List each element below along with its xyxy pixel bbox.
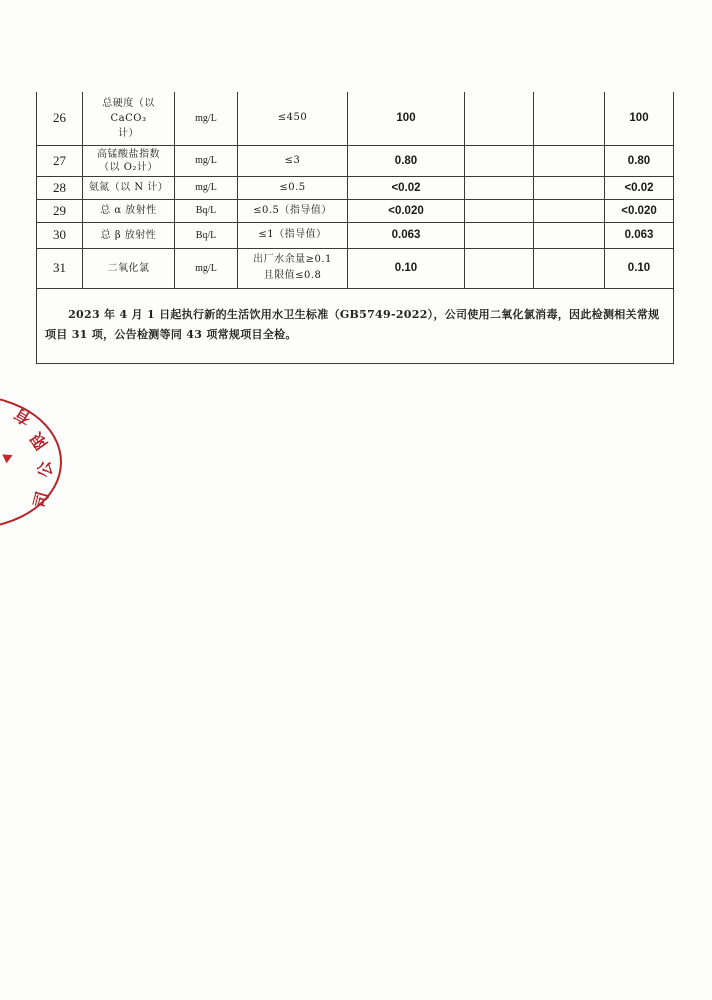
limit-line1: 出厂水余量≥0.1 <box>253 254 332 265</box>
unit: mg/L <box>175 176 238 199</box>
item-name: 总 β 放射性 <box>83 222 175 248</box>
item-name: 二氧化氯 <box>83 248 175 288</box>
item-name: 氨氮（以 N 计） <box>83 176 175 199</box>
value-2 <box>465 176 534 199</box>
item-name-line1: 总硬度（以 CaCO₃ <box>102 97 155 124</box>
limit: ≤450 <box>238 92 348 145</box>
value-2 <box>465 145 534 176</box>
value-3 <box>534 248 605 288</box>
value-4: <0.02 <box>605 176 674 199</box>
value-4: 100 <box>605 92 674 145</box>
unit: Bq/L <box>175 199 238 222</box>
table-row <box>37 176 674 199</box>
value-2 <box>465 92 534 145</box>
value-2 <box>465 248 534 288</box>
seal-char: 司 <box>29 489 53 510</box>
row-number: 28 <box>37 176 83 199</box>
limit: ≤1（指导值） <box>238 222 348 248</box>
limit <box>238 248 348 288</box>
limit-line2: 且限值≤0.8 <box>263 270 322 281</box>
value-1: 0.063 <box>348 222 465 248</box>
table-row <box>37 199 674 222</box>
table-row <box>37 222 674 248</box>
item-name-line2: （以 O₂计） <box>99 161 158 173</box>
item-name: 总 α 放射性 <box>83 199 175 222</box>
limit: ≤0.5（指导值） <box>238 199 348 222</box>
unit: Bq/L <box>175 222 238 248</box>
row-number: 26 <box>37 92 83 145</box>
note-cell <box>37 288 674 363</box>
unit: mg/L <box>175 92 238 145</box>
value-3 <box>534 145 605 176</box>
item-name <box>83 92 175 145</box>
value-4: 0.80 <box>605 145 674 176</box>
table-row <box>37 145 674 176</box>
note-text: 2023 年 4 月 1 日起执行新的生活饮用水卫生标准（GB5749-2022），公司使用二氧化氯消毒，因此检测相关常规项目 31 项，公告检测等同 43 项常规项目全检。 <box>45 307 660 341</box>
unit: mg/L <box>175 248 238 288</box>
table-row <box>37 248 674 288</box>
value-2 <box>465 199 534 222</box>
row-number: 30 <box>37 222 83 248</box>
table-row <box>37 92 674 145</box>
value-3 <box>534 92 605 145</box>
item-name <box>83 145 175 176</box>
value-3 <box>534 199 605 222</box>
row-number: 29 <box>37 199 83 222</box>
water-quality-results-table <box>36 92 674 364</box>
value-1: 0.10 <box>348 248 465 288</box>
value-2 <box>465 222 534 248</box>
seal-char: 限 <box>26 428 52 453</box>
value-4: 0.10 <box>605 248 674 288</box>
value-1: 0.80 <box>348 145 465 176</box>
value-1: <0.020 <box>348 199 465 222</box>
value-3 <box>534 176 605 199</box>
note-row <box>37 288 674 363</box>
row-number: 31 <box>37 248 83 288</box>
seal-char: 有 <box>10 404 35 429</box>
value-1: <0.02 <box>348 176 465 199</box>
item-name-line2: 计） <box>118 127 139 139</box>
unit: mg/L <box>175 145 238 176</box>
seal-char: 公 <box>34 459 56 479</box>
company-seal-text <box>2 392 62 532</box>
limit: ≤3 <box>238 145 348 176</box>
limit: ≤0.5 <box>238 176 348 199</box>
value-4: <0.020 <box>605 199 674 222</box>
seal-star-icon <box>2 451 14 464</box>
row-number: 27 <box>37 145 83 176</box>
value-4: 0.063 <box>605 222 674 248</box>
value-3 <box>534 222 605 248</box>
water-quality-results-table-wrapper <box>36 92 673 364</box>
value-1: 100 <box>348 92 465 145</box>
item-name-line1: 高锰酸盐指数 <box>97 148 160 160</box>
